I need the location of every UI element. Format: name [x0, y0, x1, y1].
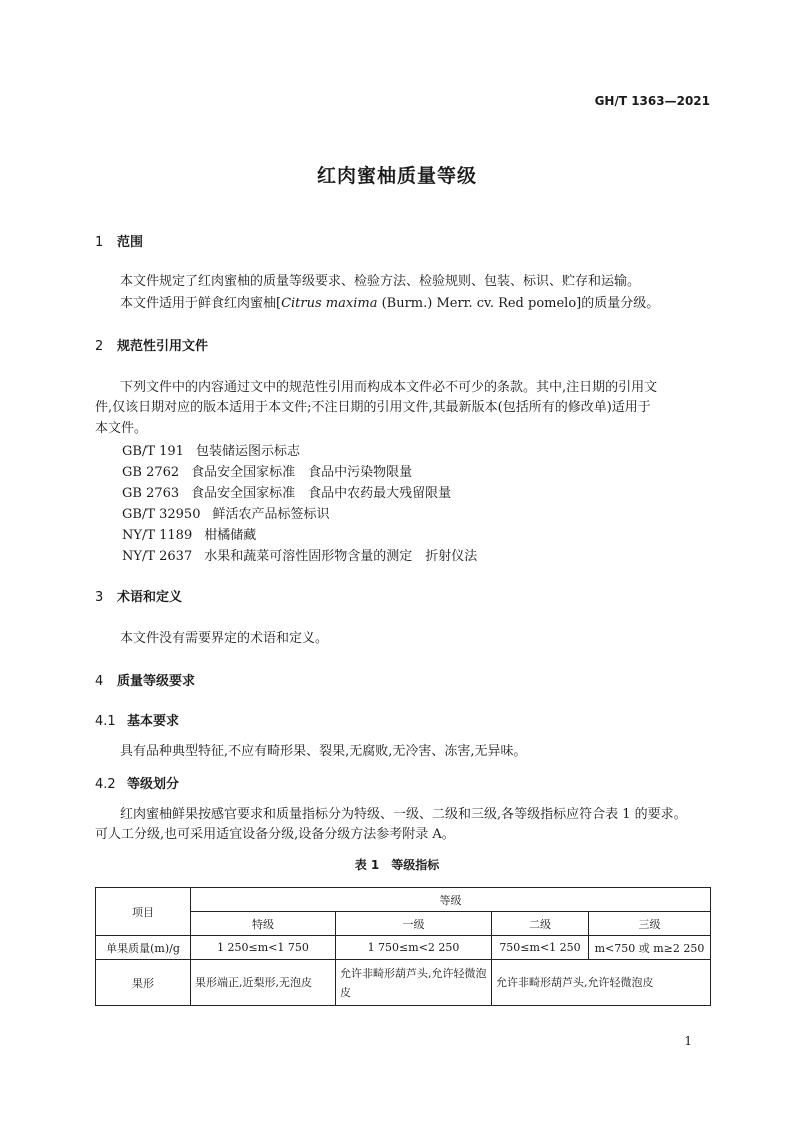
grade-third: 三级: [589, 912, 711, 936]
document-code: GH/T 1363—2021: [594, 94, 710, 108]
weight-special: 1 250≤m<1 750: [191, 936, 336, 960]
subsection-number: 4.1: [95, 714, 116, 729]
reference-item: [122, 461, 412, 480]
section-1-heading: [95, 231, 143, 250]
reference-title: 包装储运图示标志: [195, 444, 300, 459]
reference-item: [122, 503, 330, 522]
grade-table: [95, 887, 711, 1006]
shape-second-third: 允许非畸形葫芦头,允许轻微泡皮: [492, 960, 711, 1006]
reference-title: 鲜活农产品标签标识: [212, 507, 330, 522]
subsection-4-1-paragraph: 具有品种典型特征,不应有畸形果、裂果,无腐败,无冷害、冻害,无异味。: [120, 744, 527, 759]
grade-special: 特级: [191, 912, 336, 936]
reference-code: GB/T 191: [122, 444, 184, 459]
table-row: [96, 960, 711, 1006]
section-number: 1: [95, 235, 104, 250]
section-2-intro-line-2: 件,仅该日期对应的版本适用于本文件;不注日期的引用文件,其最新版本(包括所有的修改单)适用于: [95, 400, 651, 415]
reference-code: NY/T 1189: [122, 528, 193, 543]
page-title: 红肉蜜柚质量等级: [316, 165, 477, 187]
section-3-paragraph: 本文件没有需要界定的术语和定义。: [120, 631, 329, 646]
scope-text-pre: 本文件适用于鲜食红肉蜜柚[: [120, 296, 282, 311]
table-header-row: [96, 888, 711, 912]
reference-code: GB 2762: [122, 465, 180, 480]
subsection-4-2-paragraph-1: 红肉蜜柚鲜果按感官要求和质量指标分为特级、一级、二级和三级,各等级指标应符合表 1 的要求。: [120, 807, 687, 822]
grade-second: 二级: [492, 912, 589, 936]
header-grade: 等级: [191, 888, 711, 912]
section-2-intro-line-1: 下列文件中的内容通过文中的规范性引用而构成本文件必不可少的条款。其中,注日期的引用文: [120, 380, 658, 395]
section-title: 范围: [117, 235, 144, 250]
weight-first: 1 750≤m<2 250: [336, 936, 492, 960]
section-title: 术语和定义: [117, 590, 183, 605]
reference-item: [122, 482, 451, 501]
scope-text-post: (Burm.) Merr. cv. Red pomelo]的质量分级。: [377, 296, 660, 311]
reference-code: NY/T 2637: [122, 549, 193, 564]
reference-title: 柑橘储藏: [204, 528, 257, 543]
section-1-paragraph-1: 本文件规定了红肉蜜柚的质量等级要求、检验方法、检验规则、包装、标识、贮存和运输。: [120, 274, 641, 289]
weight-third: m<750 或 m≥2 250: [589, 936, 711, 960]
section-1-paragraph-2: [120, 292, 659, 311]
reference-item: [122, 440, 300, 459]
subsection-4-2-paragraph-2: 可人工分级,也可采用适宜设备分级,设备分级方法参考附录 A。: [95, 827, 455, 842]
subsection-number: 4.2: [95, 777, 116, 792]
section-number: 2: [95, 339, 104, 354]
reference-item: [122, 524, 256, 543]
section-number: 4: [95, 674, 104, 689]
section-title: 规范性引用文件: [117, 339, 209, 354]
reference-title: 食品安全国家标准 食品中农药最大残留限量: [191, 486, 452, 501]
scientific-name: Citrus maxima: [281, 296, 378, 311]
shape-special: 果形端正,近梨形,无泡皮: [191, 960, 336, 1006]
page-number: 1: [684, 1034, 692, 1048]
reference-code: GB 2763: [122, 486, 180, 501]
reference-item: [122, 545, 477, 564]
subsection-4-2-heading: [95, 773, 179, 792]
row-label-shape: 果形: [96, 960, 191, 1006]
grade-first: 一级: [336, 912, 492, 936]
section-4-heading: [95, 670, 195, 689]
subsection-title: 基本要求: [127, 714, 180, 729]
weight-second: 750≤m<1 250: [492, 936, 589, 960]
row-label-weight: 单果质量(m)/g: [96, 936, 191, 960]
table-row: [96, 936, 711, 960]
reference-title: 水果和蔬菜可溶性固形物含量的测定 折射仪法: [204, 549, 478, 564]
subsection-title: 等级划分: [127, 777, 180, 792]
section-title: 质量等级要求: [117, 674, 196, 689]
reference-code: GB/T 32950: [122, 507, 201, 522]
section-3-heading: [95, 586, 182, 605]
reference-title: 食品安全国家标准 食品中污染物限量: [191, 465, 413, 480]
table-caption: 表 1 等级指标: [354, 858, 440, 872]
section-2-intro-line-3: 本文件。: [95, 421, 148, 436]
section-number: 3: [95, 590, 104, 605]
header-item: 项目: [96, 888, 191, 936]
section-2-heading: [95, 335, 208, 354]
subsection-4-1-heading: [95, 710, 179, 729]
shape-first: 允许非畸形葫芦头,允许轻微泡皮: [336, 960, 492, 1006]
